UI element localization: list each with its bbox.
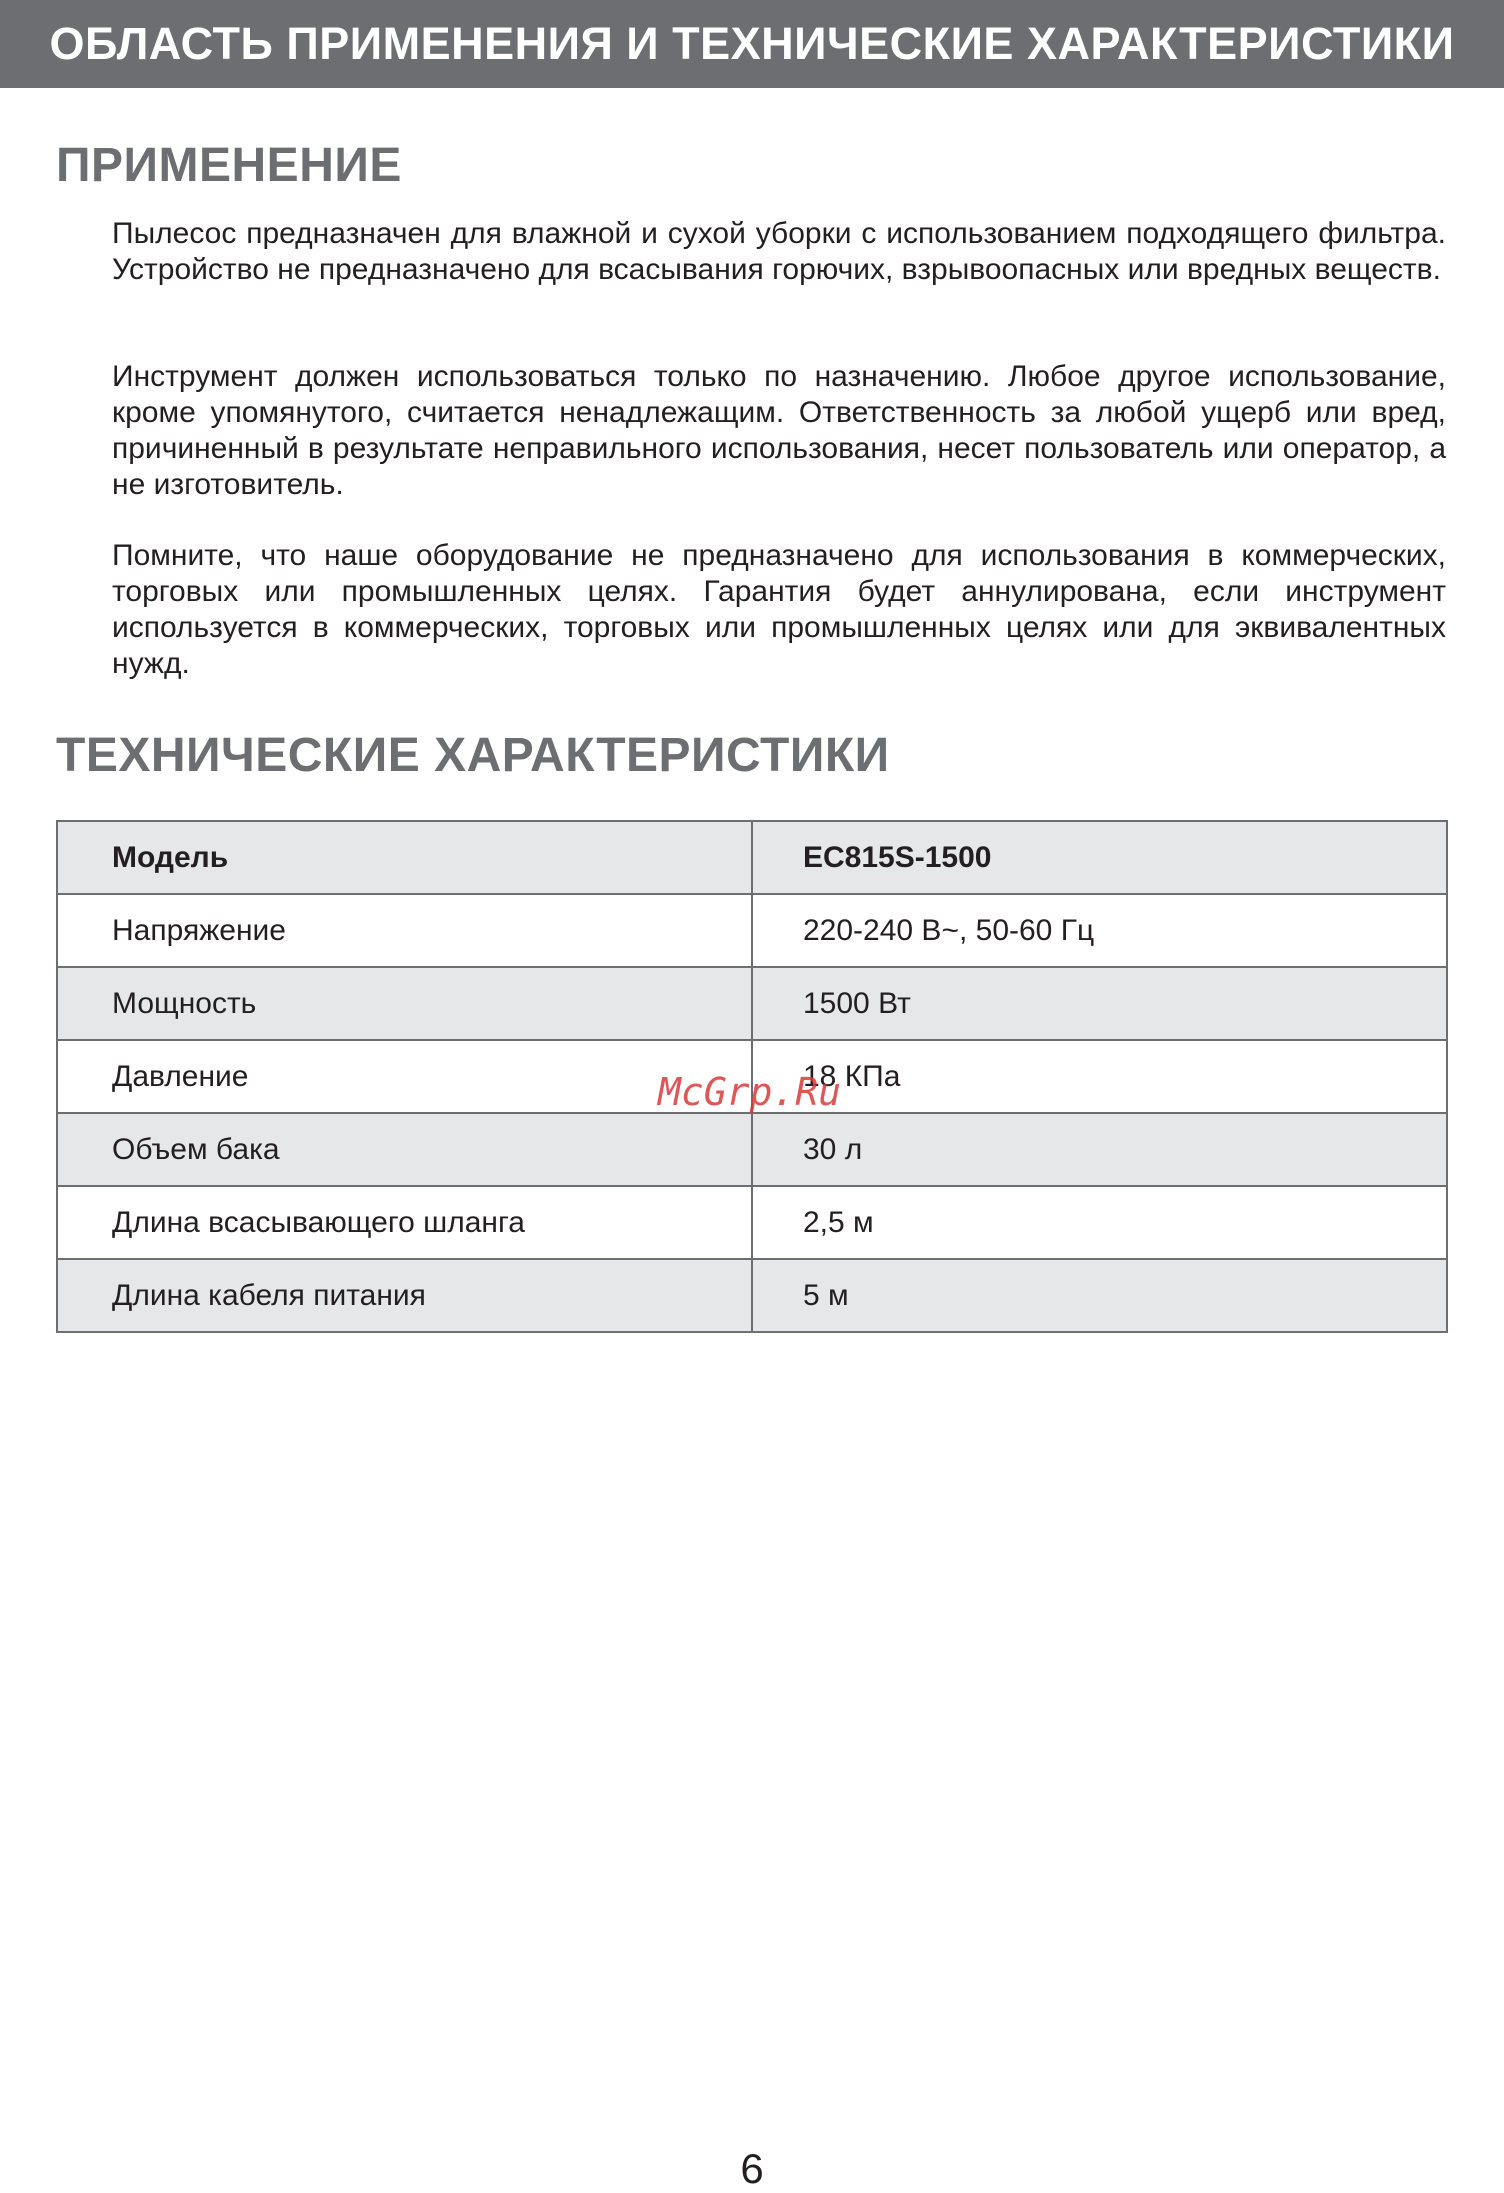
spec-value-cable-length: 5 м <box>752 1259 1447 1332</box>
spec-value-model: EC815S-1500 <box>752 821 1447 894</box>
spec-label-cable-length: Длина кабеля питания <box>57 1259 752 1332</box>
table-row <box>57 1113 1447 1186</box>
top-banner <box>0 0 1504 88</box>
page-number: 6 <box>740 2145 764 2192</box>
table-row <box>57 894 1447 967</box>
spec-label-power: Мощность <box>57 967 752 1040</box>
page-title: ОБЛАСТЬ ПРИМЕНЕНИЯ И ТЕХНИЧЕСКИЕ ХАРАКТЕРИСТИКИ <box>49 18 1455 69</box>
spec-label-model: Модель <box>57 821 752 894</box>
spec-label-tank-volume: Объем бака <box>57 1113 752 1186</box>
table-row <box>57 1259 1447 1332</box>
table-row <box>57 1186 1447 1259</box>
watermark: McGrp.Ru <box>658 1070 842 1114</box>
table-row <box>57 967 1447 1040</box>
spec-label-voltage: Напряжение <box>57 894 752 967</box>
usage-paragraph-2: Инструмент должен использоваться только по назначению. Любое другое использование, кроме упомянутого, считается ненадлежащим. Ответственность за любой ущерб или вред, причиненный в результате неправильного использования, несет пользователь или оператор, а не изготовитель. <box>112 360 1446 501</box>
usage-paragraph-1: Пылесос предназначен для влажной и сухой уборки с использованием подходящего фильтра. Устройство не предназначено для всасывания горючих, взрывоопасных или вредных веществ. <box>112 217 1446 286</box>
spec-label-pressure: Давление <box>57 1040 752 1113</box>
table-header-row <box>57 821 1447 894</box>
spec-value-hose-length: 2,5 м <box>752 1186 1447 1259</box>
usage-paragraph-3: Помните, что наше оборудование не предназначено для использования в коммерческих, торговых или промышленных целях. Гарантия будет аннулирована, если инструмент используется в коммерческих, торговых или промышленных целях или для эквивалентных нужд. <box>112 539 1446 680</box>
spec-value-tank-volume: 30 л <box>752 1113 1447 1186</box>
spec-value-pressure: 18 КПа <box>752 1040 1447 1113</box>
usage-heading: ПРИМЕНЕНИЕ <box>56 139 402 192</box>
specs-heading: ТЕХНИЧЕСКИЕ ХАРАКТЕРИСТИКИ <box>56 729 890 782</box>
spec-value-voltage: 220-240 В~, 50-60 Гц <box>752 894 1447 967</box>
spec-value-power: 1500 Вт <box>752 967 1447 1040</box>
spec-label-hose-length: Длина всасывающего шланга <box>57 1186 752 1259</box>
